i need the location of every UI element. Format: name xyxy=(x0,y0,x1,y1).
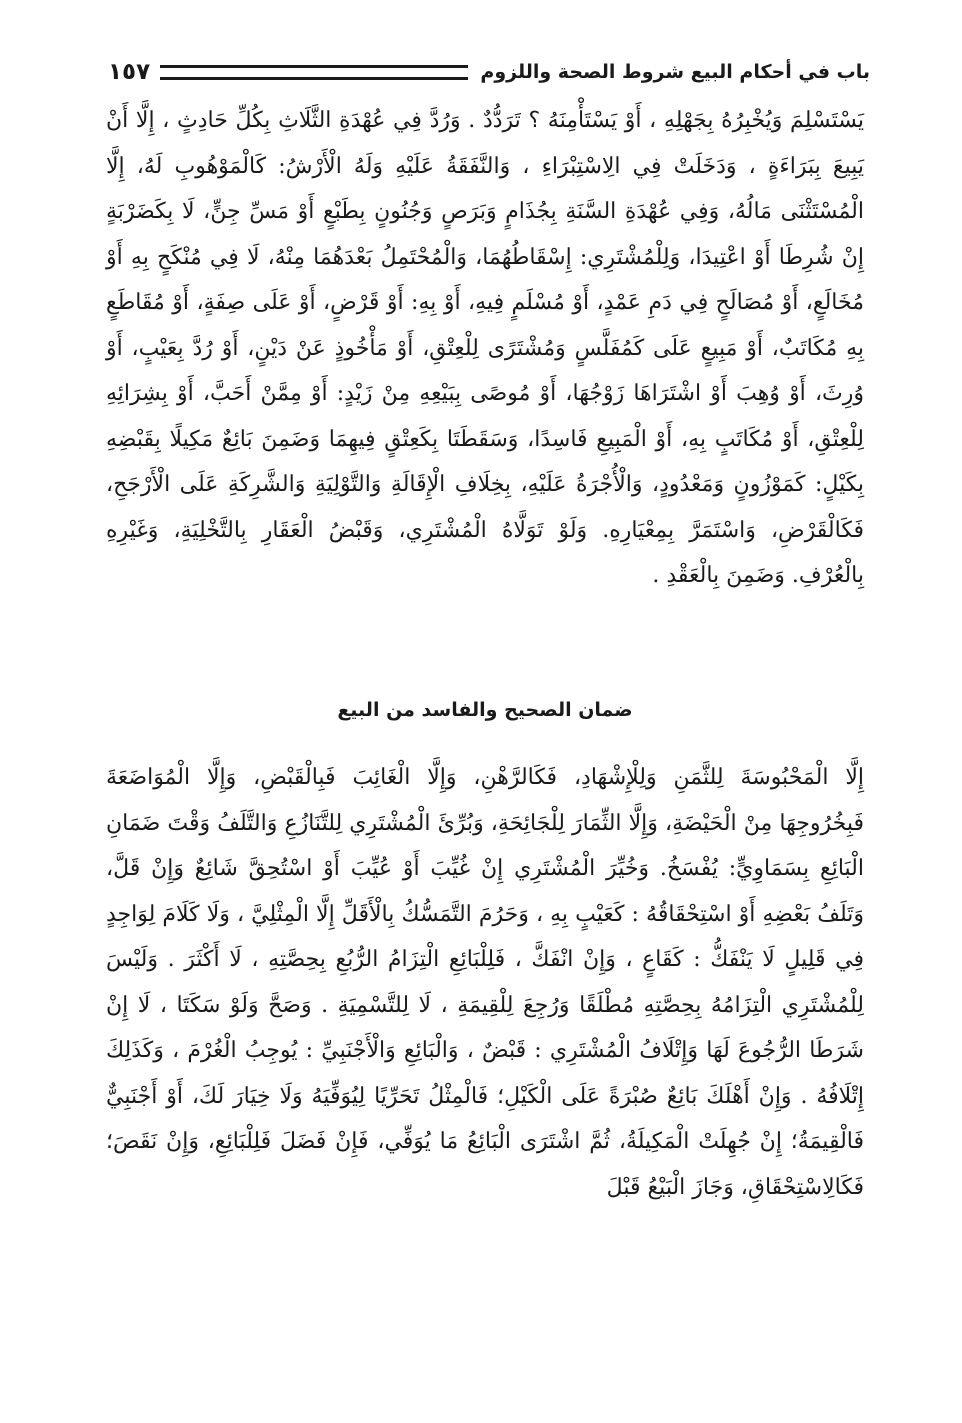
page-number: ١٥٧ xyxy=(108,59,151,85)
paragraph-2: إِلَّا الْمَحْبُوسَةَ لِلثَّمَنِ وَلِلْإِشْهَادِ، فَكَالرَّهْنِ، وَإِلَّا الْغَائِبَ فَبِالْقَبْضِ، وَإِلَّا الْمُوَاضَعَةَ فَبِخُرُوجِهَا مِنْ الْحَيْضَةِ، وَإِلَّا الثِّمَارَ لِلْجَائِحَةِ، وَبُرِّئَ الْمُشْتَرِي لِلتَّنَازُعِ وَالتَّلَفُ وَقْتَ ضَمَانِ الْبَائِعِ بِسَمَاوِيٍّ: يُفْسَخُ. وَخُيِّرَ الْمُشْتَرِي إِنْ غُيِّبَ أَوْ عُيِّبَ أَوْ اسْتُحِقَّ شَائِعٌ وَإِنْ قَلَّ، وَتَلَفُ بَعْضِهِ أَوْ اسْتِحْقَاقُهُ : كَعَيْبٍ بِهِ ، وَحَرُمَ التَّمَسُّكُ بِالْأَقَلِّ إِلَّا الْمِثْلِيَّ ، وَلَا كَلَامَ لِوَاجِدٍ فِي قَلِيلٍ لَا يَنْفَكُّ : كَقَاعٍ ، وَإِنْ انْفَكَّ ، فَلِلْبَائِعِ الْتِزَامُ الرُّبُعِ بِحِصَّتِهِ ، لَا أَكْثَرَ . وَلَيْسَ لِلْمُشْتَرِي الْتِزَامُهُ بِحِصَّتِهِ مُطْلَقًا وَرُجِعَ لِلْقِيمَةِ ، لَا لِلتَّسْمِيَةِ . وَصَحَّ وَلَوْ سَكَتَا ، لَا إِنْ شَرَطَا الرُّجُوعَ لَهَا وَإِتْلَافُ الْمُشْتَرِي : قَبْضٌ ، وَالْبَائِعِ وَالْأَجْنَبِيِّ : يُوجِبُ الْغُرْمَ ، وَكَذَلِكَ إِتْلَافُهُ . وَإِنْ أَهْلَكَ بَائِعٌ صُبْرَةً عَلَى الْكَيْلِ؛ فَالْمِثْلُ تَحَرِّيًا لِيُوَفِّيَهُ وَلَا خِيَارَ لَكَ، أَوْ أَجْنَبِيٌّ فَالْقِيمَةُ؛ إِنْ جُهِلَتْ الْمَكِيلَةُ، ثُمَّ اشْتَرَى الْبَائِعُ مَا يُوَفِّي، فَإِنْ فَضَلَ فَلِلْبَائِعِ، وَإِنْ نَقَصَ؛ فَكَالِاسْتِحْقَاقِ، وَجَازَ الْبَيْعُ قَبْلَ xyxy=(106,765,864,1200)
paragraph-1: يَسْتَسْلِمَ وَيُخْبِرُهُ بِجَهْلِهِ ، أَوْ يَسْتَأْمِنَهُ ؟ تَرَدُّدٌ . وَرُدَّ فِي عُهْدَةِ الثَّلَاثِ بِكُلِّ حَادِثٍ ، إِلَّا أَنْ يَبِيعَ بِبَرَاءَةٍ ، وَدَخَلَتْ فِي الِاسْتِبْرَاءِ ، وَالنَّفَقَةُ عَلَيْهِ وَلَهُ الْأَرْشُ: كَالْمَوْهُوبِ لَهُ، إِلَّا الْمُسْتَثْنَى مَالُهُ، وَفِي عُهْدَةِ السَّنَةِ بِجُذَامٍ وَبَرَصٍ وَجُنُونٍ بِطَبْعٍ أَوْ مَسِّ جِنٍّ، لَا بِكَضَرْبَةٍ إِنْ شُرِطَا أَوْ اعْتِيدَا، وَلِلْمُشْتَرِي: إِسْقَاطُهُمَا، وَالْمُحْتَمِلُ بَعْدَهُمَا مِنْهُ، لَا فِي مُنْكَحٍ بِهِ أَوْ مُخَالَعٍ، أَوْ مُصَالَحٍ فِي دَمِ عَمْدٍ، أَوْ مُسْلَمٍ فِيهِ، أَوْ بِهِ: أَوْ قَرْضٍ، أَوْ عَلَى صِفَةٍ، أَوْ مُقَاطَعٍ بِهِ مُكَاتَبٌ، أَوْ مَبِيعٍ عَلَى كَمُفَلَّسٍ وَمُشْتَرًى لِلْعِتْقِ، أَوْ مَأْخُوذٍ عَنْ دَيْنٍ، أَوْ رُدَّ بِعَيْبٍ، أَوْ وُرِثَ، أَوْ وُهِبَ أَوْ اشْتَرَاهَا زَوْجُهَا، أَوْ مُوصًى بِبَيْعِهِ مِنْ زَيْدٍ: أَوْ مِمَّنْ أَحَبَّ، أَوْ بِشِرَائِهِ لِلْعِتْقِ، أَوْ مُكَاتَبٍ بِهِ، أَوْ الْمَبِيعِ فَاسِدًا، وَسَقَطَتَا بِكَعِتْقٍ فِيهِمَا وَضَمِنَ بَائِعٌ مَكِيلًا بِقَبْضِهِ بِكَيْلٍ: كَمَوْزُونٍ وَمَعْدُودٍ، وَالْأُجْرَةُ عَلَيْهِ، بِخِلَافِ الْإِقَالَةِ وَالتَّوْلِيَةِ وَالشَّرِكَةِ عَلَى الْأَرْجَحِ، فَكَالْقَرْضِ، وَاسْتَمَرَّ بِمِعْيَارِهِ. وَلَوْ تَوَلَّاهُ الْمُشْتَرِي، وَقَبْضُ الْعَقَارِ بِالتَّخْلِيَةِ، وَغَيْرِهِ بِالْعُرْفِ. وَضَمِنَ بِالْعَقْدِ . xyxy=(106,108,864,588)
section-heading: ضمان الصحيح والفاسد من البيع xyxy=(337,699,633,721)
running-header xyxy=(108,52,870,92)
header-double-rule xyxy=(160,65,468,80)
chapter-title: باب في أحكام البيع شروط الصحة واللزوم xyxy=(480,61,870,83)
